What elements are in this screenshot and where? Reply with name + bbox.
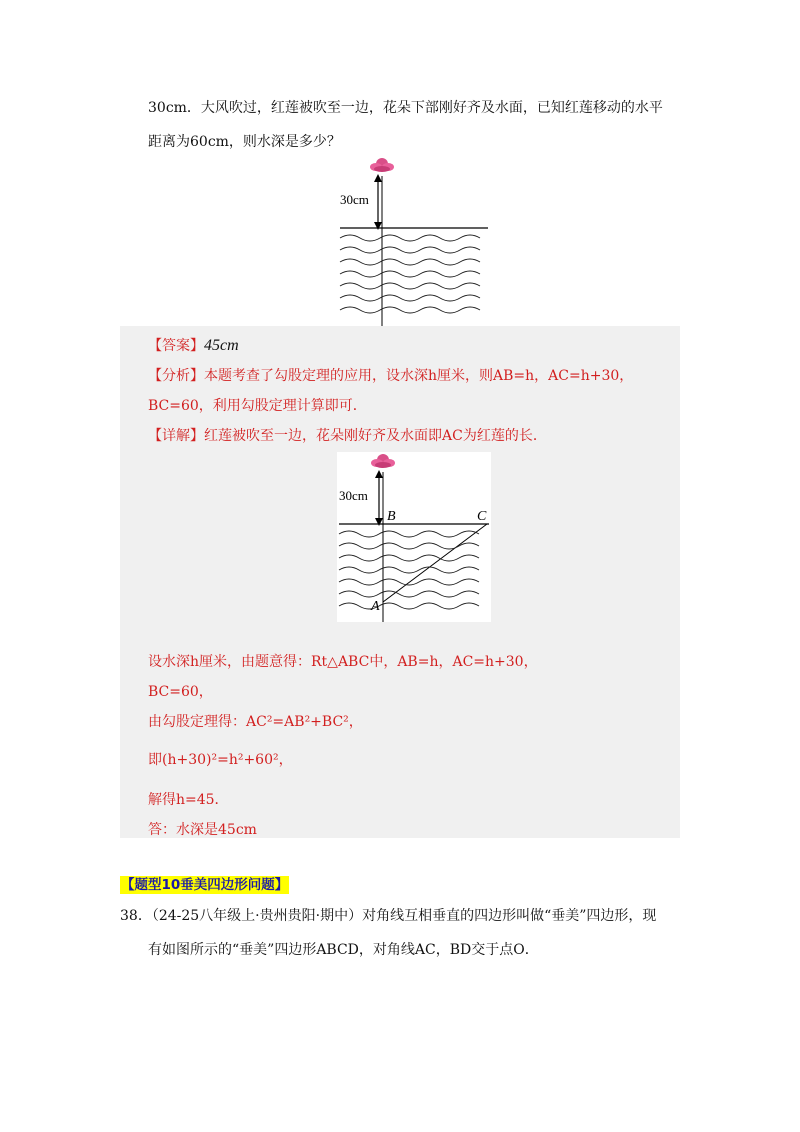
point-b-label: B: [387, 509, 396, 524]
detail-tag: 【详解】: [148, 428, 204, 444]
step-5: 解得h=45．: [148, 792, 229, 808]
answer-value: 45cm: [204, 337, 239, 354]
lotus-figure-1: [336, 156, 496, 326]
segment-ac: [383, 524, 487, 602]
detail-text: 红莲被吹至一边，花朵刚好齐及水面即AC为红莲的长．: [204, 428, 547, 444]
water-waves: [340, 235, 480, 313]
analysis-tag: 【分析】: [148, 368, 204, 384]
lotus-icon: [371, 454, 395, 468]
analysis-line-2: BC=60，利用勾股定理计算即可．: [148, 398, 367, 414]
section-heading: 【题型10垂美四边形问题】: [121, 877, 289, 893]
point-a-label: A: [371, 599, 380, 614]
height-label: 30cm: [339, 488, 368, 503]
point-c-label: C: [477, 509, 487, 524]
intro-line-1: 30cm．大风吹过，红莲被吹至一边，花朵下部刚好齐及水面，已知红莲移动的水平: [148, 100, 663, 116]
analysis-line-1: [148, 366, 633, 386]
detail-line: [148, 426, 547, 446]
problem-38-line-2: 有如图所示的“垂美”四边形ABCD，对角线AC，BD交于点O．: [148, 942, 539, 958]
lotus-figure-2: [337, 452, 491, 622]
lotus-icon: [370, 158, 394, 172]
intro-line-2: 距离为60cm，则水深是多少？: [148, 134, 341, 150]
answer-line: [148, 336, 239, 356]
step-3: 由勾股定理得：AC²=AB²+BC²，: [148, 714, 363, 730]
step-1: 设水深h厘米，由题意得：Rt△ABC中，AB=h，AC=h+30，: [148, 654, 538, 670]
step-6: 答：水深是45cm: [148, 822, 257, 838]
water-waves: [339, 531, 479, 609]
height-label: 30cm: [340, 192, 369, 207]
step-4: 即(h+30)²=h²+60²，: [148, 752, 293, 768]
step-2: BC=60，: [148, 684, 213, 700]
answer-tag: 【答案】: [148, 338, 204, 354]
problem-38-line-1: 38．（24-25八年级上·贵州贵阳·期中）对角线互相垂直的四边形叫做“垂美”四边形，现: [120, 908, 657, 924]
analysis-text: 本题考查了勾股定理的应用，设水深h厘米，则AB=h，AC=h+30，: [204, 368, 634, 384]
